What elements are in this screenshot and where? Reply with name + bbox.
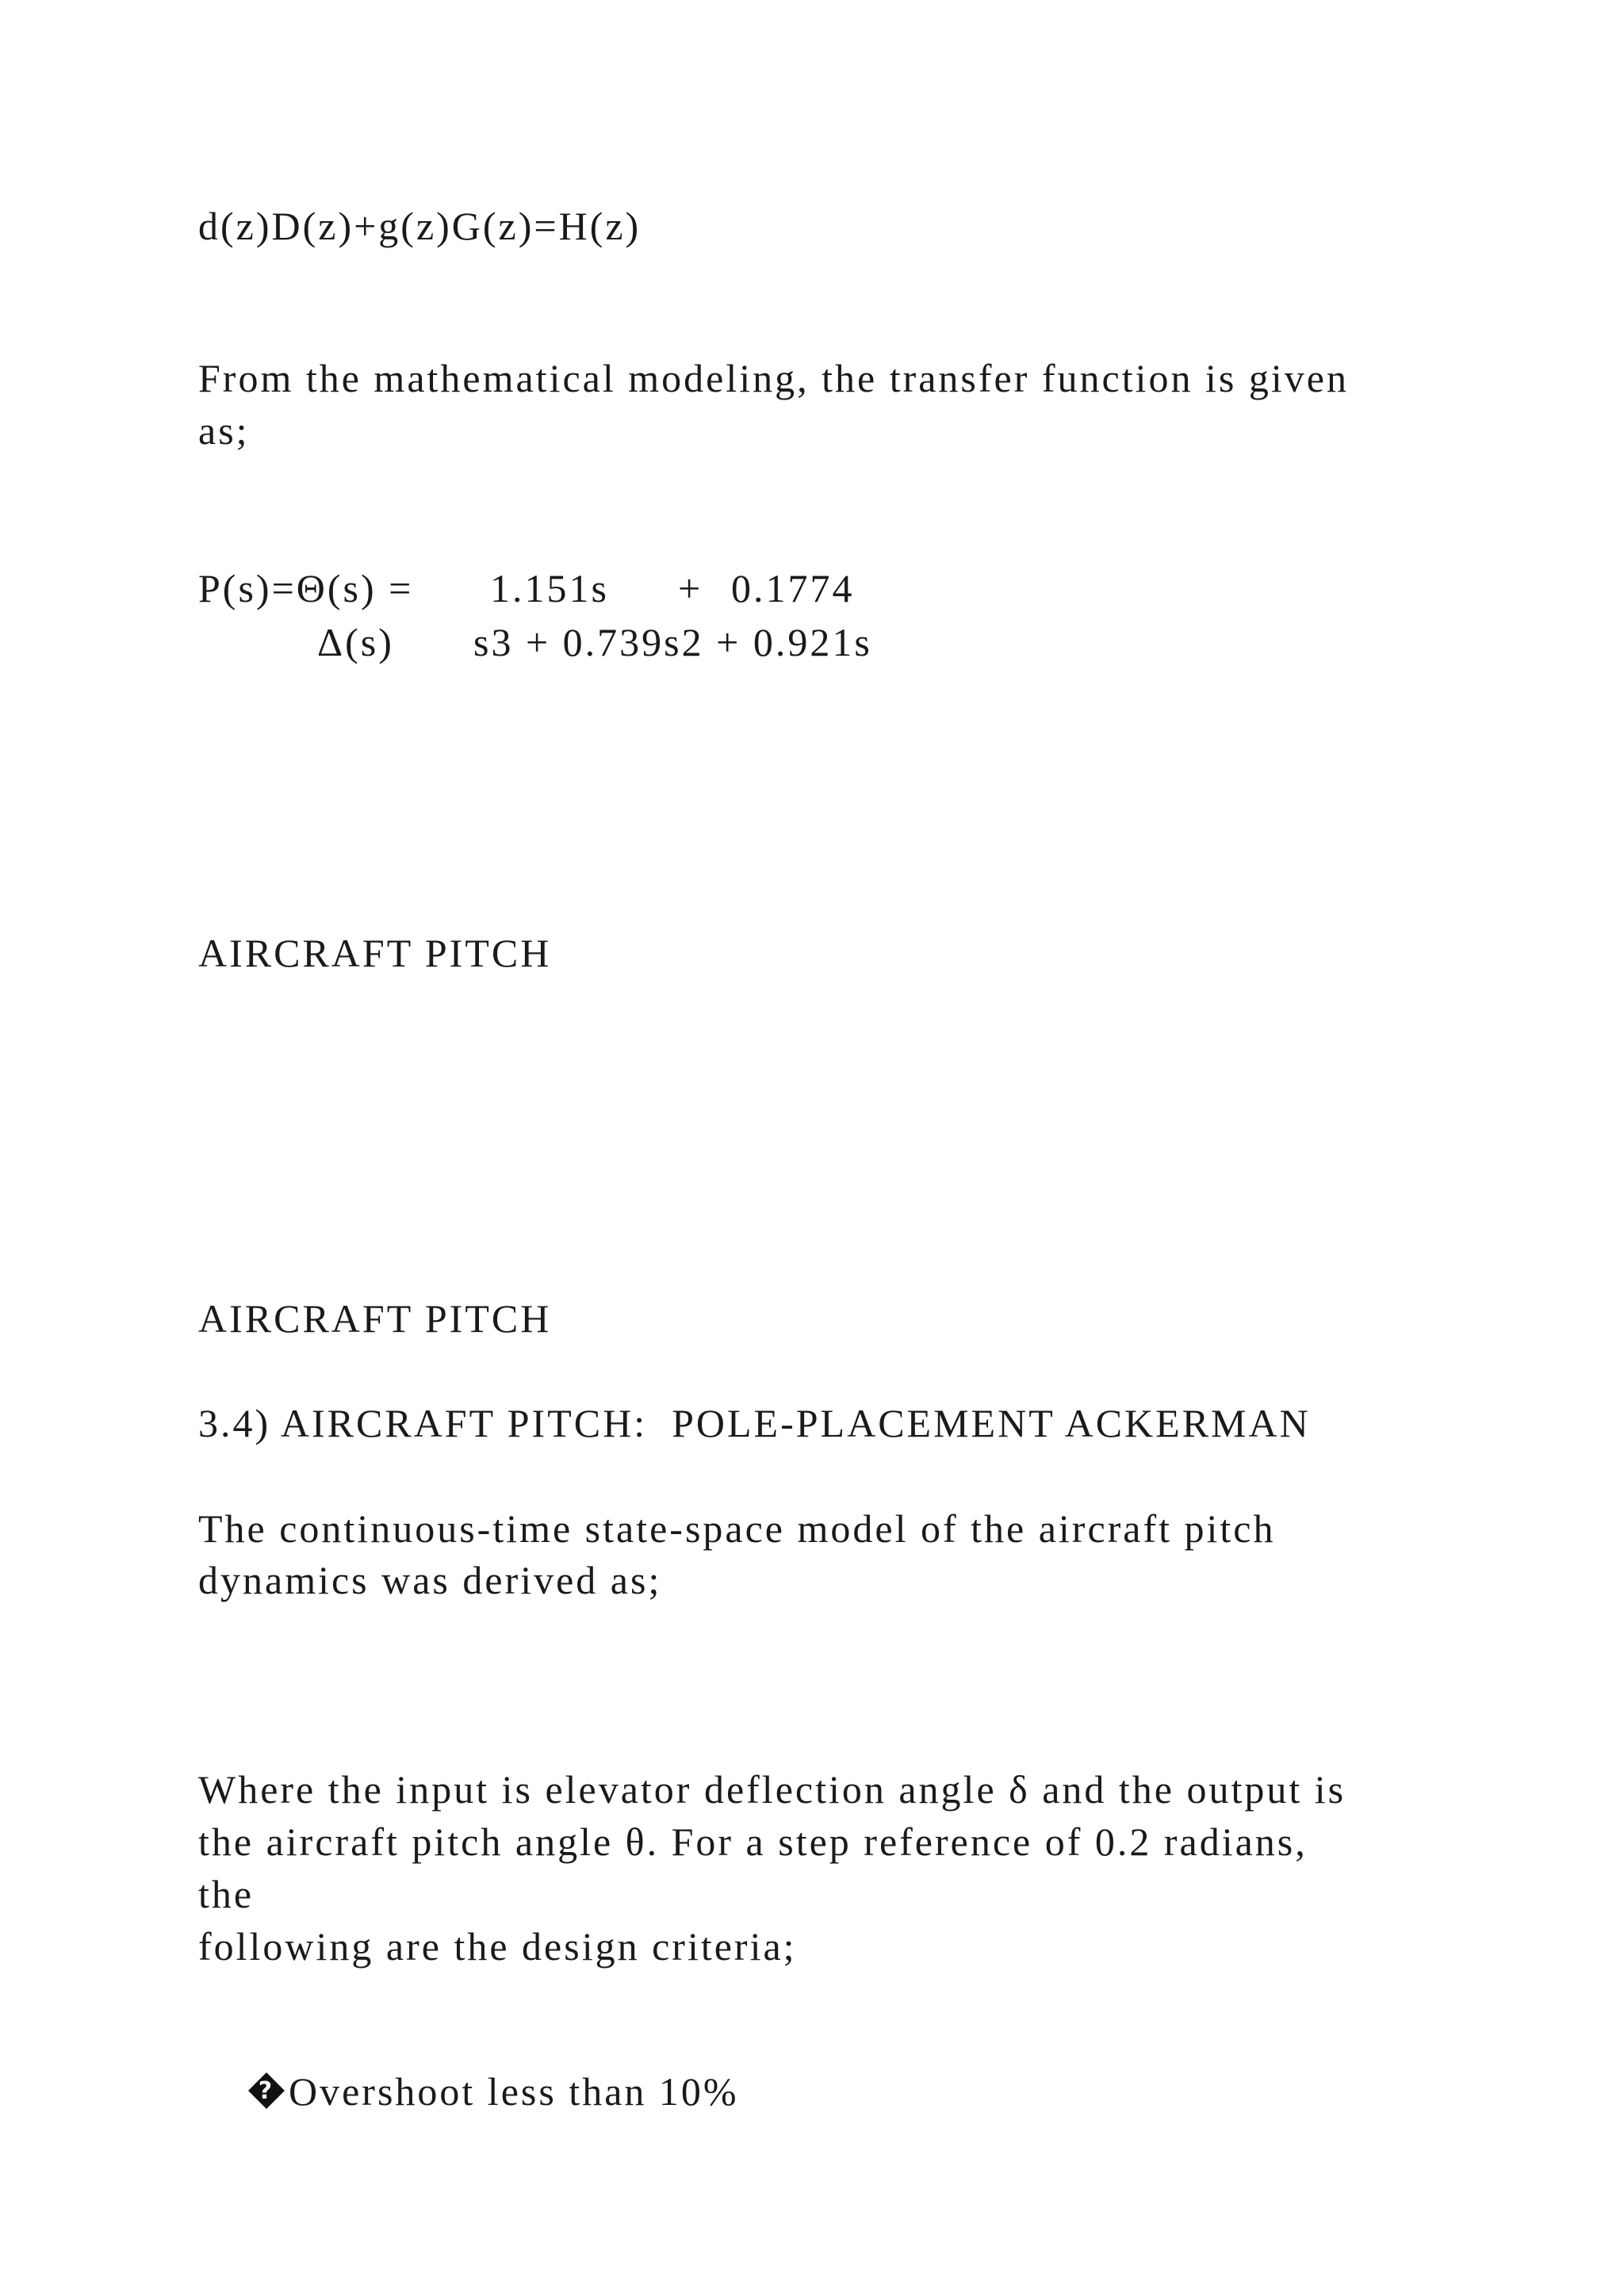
equation-numerator-plus: + <box>678 566 703 610</box>
equation-numerator-term2: 0.1774 <box>731 566 855 610</box>
paragraph-line: From the mathematical modeling, the transfer function is given <box>198 356 1349 400</box>
equation-lhs-denominator: Δ(s) <box>317 620 394 664</box>
bullet-item <box>198 2032 739 2151</box>
heading: AIRCRAFT PITCH <box>198 1296 552 1341</box>
bullet-text: Overshoot less than 10% <box>289 2069 739 2114</box>
equation-denominator: s3 + 0.739s2 + 0.921s <box>473 620 872 664</box>
paragraph-line: dynamics was derived as; <box>198 1558 662 1602</box>
paragraph-line: as; <box>198 408 250 453</box>
paragraph-line: the <box>198 1872 255 1916</box>
equation-numerator-term1: 1.151s <box>490 566 609 610</box>
paragraph-line: The continuous-time state-space model of the aircraft pitch <box>198 1506 1276 1551</box>
equation-text-line: d(z)D(z)+g(z)G(z)=H(z) <box>198 204 642 248</box>
svg-text:?: ? <box>258 2077 275 2105</box>
equation-lhs: P(s)=Θ(s) = <box>198 566 414 610</box>
section-heading: 3.4) AIRCRAFT PITCH: POLE-PLACEMENT ACKERMAN <box>198 1401 1311 1445</box>
heading: AIRCRAFT PITCH <box>198 931 552 975</box>
paragraph-line: following are the design criteria; <box>198 1924 797 1969</box>
paragraph-line: Where the input is elevator deflection angle δ and the output is <box>198 1767 1346 1812</box>
replacement-character-icon <box>247 2072 285 2110</box>
paragraph-line: the aircraft pitch angle θ. For a step reference of 0.2 radians, <box>198 1820 1308 1864</box>
